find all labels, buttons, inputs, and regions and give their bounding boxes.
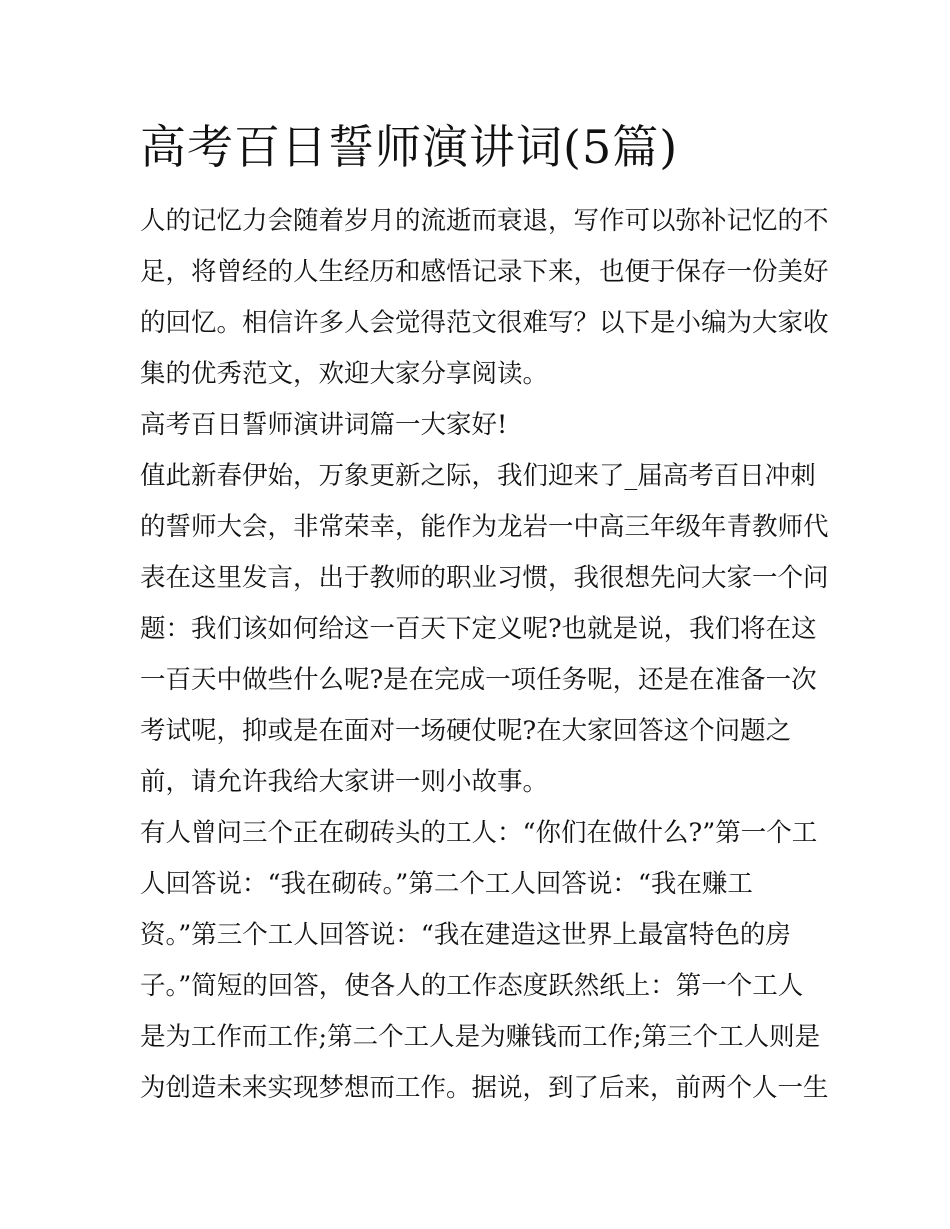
- text-line: 资。”第三个工人回答说：“我在建造这世界上最富特色的房: [140, 920, 791, 950]
- text-line: 的誓师大会，非常荣幸，能作为龙岩一中高三年级年青教师代: [140, 512, 829, 542]
- document-title: 高考百日誓师演讲词(5篇): [140, 120, 679, 174]
- text-line: 足，将曾经的人生经历和感悟记录下来，也便于保存一份美好: [140, 257, 829, 287]
- text-line: 的回忆。相信许多人会觉得范文很难写？以下是小编为大家收: [140, 308, 829, 338]
- text-line: 题：我们该如何给这一百天下定义呢?也就是说，我们将在这: [140, 614, 817, 644]
- text-line: 表在这里发言，出于教师的职业习惯，我很想先问大家一个问: [140, 563, 829, 593]
- text-line: 是为工作而工作;第二个工人是为赚钱而工作;第三个工人则是: [140, 1022, 821, 1052]
- text-line: 集的优秀范文，欢迎大家分享阅读。: [140, 359, 549, 389]
- text-line: 考试呢，抑或是在面对一场硬仗呢?在大家回答这个问题之: [140, 716, 792, 746]
- text-line: 为创造未来实现梦想而工作。据说，到了后来，前两个人一生: [140, 1073, 829, 1103]
- text-line: 子。”简短的回答，使各人的工作态度跃然纸上：第一个工人: [140, 971, 804, 1001]
- text-line: 人回答说：“我在砌砖。”第二个工人回答说：“我在赚工: [140, 869, 753, 899]
- text-line: 有人曾问三个正在砌砖头的工人：“你们在做什么?”第一个工: [140, 818, 818, 848]
- text-line: 前，请允许我给大家讲一则小故事。: [140, 767, 549, 797]
- text-line: 一百天中做些什么呢?是在完成一项任务呢，还是在准备一次: [140, 665, 817, 695]
- document-body: [140, 196, 829, 1114]
- section-heading-line: 高考百日誓师演讲词篇一大家好!: [140, 410, 508, 440]
- text-line: 值此新春伊始，万象更新之际，我们迎来了_届高考百日冲刺: [140, 461, 816, 491]
- text-line: 人的记忆力会随着岁月的流逝而衰退，写作可以弥补记忆的不: [140, 206, 829, 236]
